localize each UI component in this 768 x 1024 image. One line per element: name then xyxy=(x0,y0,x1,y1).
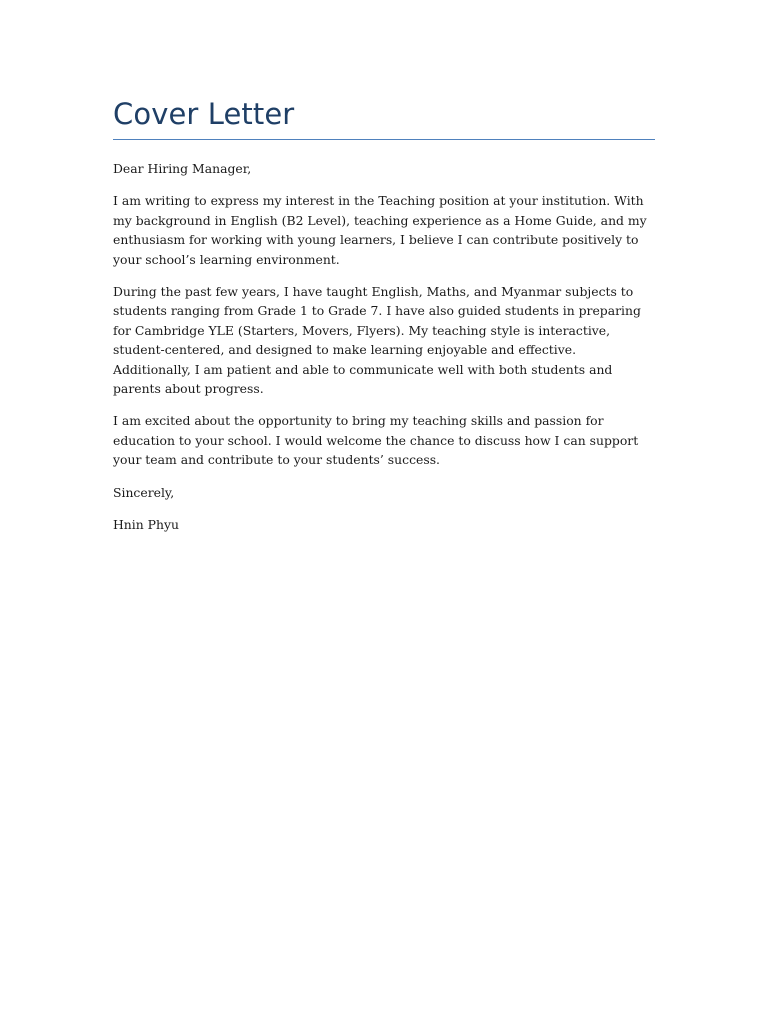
page-title: Cover Letter xyxy=(113,97,295,131)
title-divider xyxy=(113,139,655,140)
letter-content xyxy=(113,94,655,548)
paragraph-experience: During the past few years, I have taught English, Maths, and Myanmar subjects to students ranging from Grade 1 to Grade 7. I have also guided students in preparing for Cambridge YLE (Starters, Movers, Flyers). My teaching style is interactive, student-centered, and designed to make learning enjoyable and effective. Additionally, I am patient and able to communicate well with both students and parents about progress. xyxy=(113,284,641,397)
letter-body xyxy=(113,159,655,535)
paragraph-closing: I am excited about the opportunity to bring my teaching skills and passion for education to your school. I would welcome the chance to discuss how I can support your team and contribute to your students’ success. xyxy=(113,413,639,468)
signature-name: Hnin Phyu xyxy=(113,517,179,533)
closing-line: Sincerely, xyxy=(113,484,175,500)
salutation: Dear Hiring Manager, xyxy=(113,161,252,176)
paragraph-intro: I am writing to express my interest in the Teaching position at your institution. With my background in English (B2 Level), teaching experience as a Home Guide, and my enthusiasm for working with young learners, I believe I can contribute positively to your school’s learning environment. xyxy=(113,193,647,267)
